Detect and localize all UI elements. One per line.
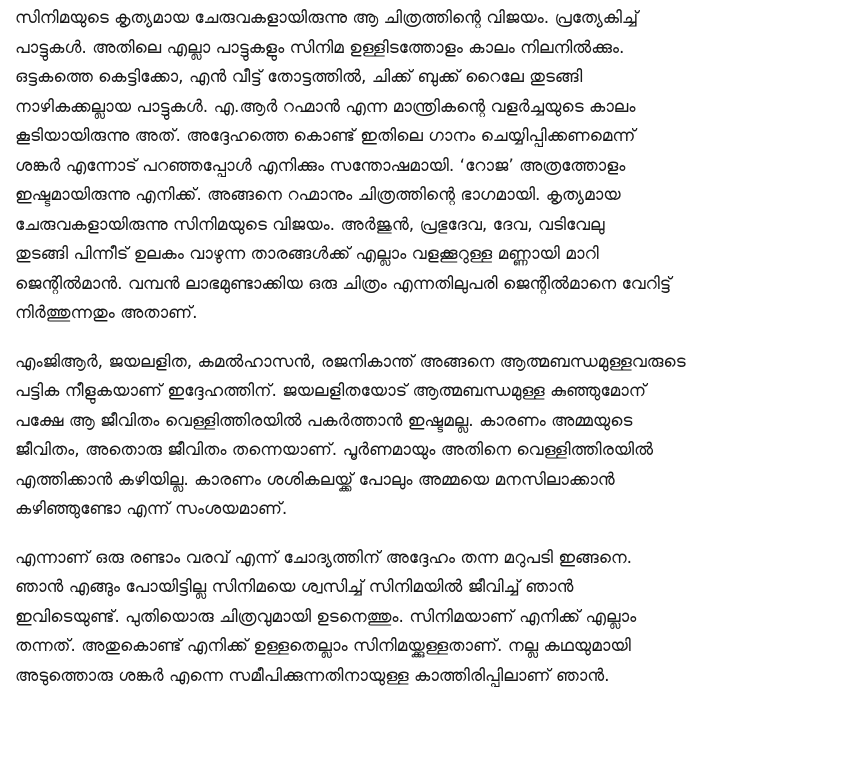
text-line: സിനിമയുടെ കൃത്യമായ ചേരുവകളായിരുന്നു ആ ചിത്രത്തിന്റെ വിജയം. പ്രത്യേകിച്ച് xyxy=(15,8,639,28)
paragraph-comeback xyxy=(15,544,830,692)
text-line: എന്നാണ് ഒരു രണ്ടാം വരവ് എന്ന് ചോദ്യത്തിന് അദ്ദേഹം തന്ന മറുപടി ഇങ്ങനെ. xyxy=(15,547,633,568)
text-line: പക്ഷേ ആ ജീവിതം വെള്ളിത്തിരയിൽ പകർത്താൻ ഇഷ്ടമല്ല. കാരണം അമ്മയുടെ xyxy=(15,410,633,431)
text-line: ശങ്കർ എന്നോട് പറഞ്ഞപ്പോൾ എനിക്കും സന്തോഷമായി. ‘റോജ’ അത്രത്തോളം xyxy=(15,155,626,176)
text-line: എത്തിക്കാൻ കഴിയില്ല. കാരണം ശശികലയ്ക്ക് പോലും അമ്മയെ മനസിലാക്കാൻ xyxy=(15,469,615,490)
text-line: കൂടിയായിരുന്നു അത്. അദ്ദേഹത്തെ കൊണ്ട് ഇതിലെ ഗാനം ചെയ്യിപ്പിക്കണമെന്ന് xyxy=(15,126,636,146)
text-line: നിർത്തുന്നതും അതാണ്. xyxy=(15,303,198,323)
text-line: പാട്ടുകൾ. അതിലെ എല്ലാ പാട്ടുകളും സിനിമ ഉള്ളിടത്തോളം കാലം നിലനിൽക്കും. xyxy=(15,37,625,58)
text-line: ജീവിതം, അതൊരു ജീവിതം തന്നെയാണ്. പൂർണമായും അതിനെ വെള്ളിത്തിരയിൽ xyxy=(15,440,654,460)
text-line: അടുത്തൊരു ശങ്കർ എന്നെ സമീപിക്കുന്നതിനായുള്ള കാത്തിരിപ്പിലാണ് ഞാൻ. xyxy=(15,665,610,686)
text-line: ഒട്ടകത്തെ കെട്ടിക്കോ, എൻ വീട്ട് തോട്ടത്തിൽ, ചിക്ക് ബുക്ക് റൈലേ തുടങ്ങി xyxy=(15,67,583,87)
text-line: എംജിആർ, ജയലളിത, കമൽഹാസൻ, രജനികാന്ത് അങ്ങനെ ആത്മബന്ധമുള്ളവരുടെ xyxy=(15,351,686,372)
text-line: തന്നത്. അതുകൊണ്ട് എനിക്ക് ഉള്ളതെല്ലാം സിനിമയ്ക്കുള്ളതാണ്. നല്ല കഥയുമായി xyxy=(15,636,631,656)
text-line: കഴിഞ്ഞുണ്ടോ എന്ന് സംശയമാണ്. xyxy=(15,499,288,519)
paragraph-gentleman-success xyxy=(15,4,830,329)
paragraph-relationships xyxy=(15,348,830,525)
text-line: നാഴികക്കല്ലായ പാട്ടുകൾ. എ.ആർ റഹ്മാൻ എന്ന മാന്ത്രികന്റെ വളർച്ചയുടെ കാലം xyxy=(15,96,636,117)
text-line: പട്ടിക നീളുകയാണ് ഇദ്ദേഹത്തിന്. ജയലളിതയോട് ആത്മബന്ധമുള്ള കുഞ്ഞുമോന് xyxy=(15,381,647,401)
text-line: ചേരുവകളായിരുന്നു സിനിമയുടെ വിജയം. അർജുൻ, പ്രഭുദേവ, ദേവ, വടിവേലു xyxy=(15,214,605,235)
text-line: തുടങ്ങി പിന്നീട് ഉലകം വാഴുന്ന താരങ്ങൾക്ക് എല്ലാം വളക്കൂറുള്ള മണ്ണായി മാറി xyxy=(15,244,599,264)
text-line: ഞാൻ എങ്ങും പോയിട്ടില്ല സിനിമയെ ശ്വസിച്ച് സിനിമയിൽ ജീവിച്ച് ഞാൻ xyxy=(15,577,574,597)
text-line: ഇവിടെയുണ്ട്. പുതിയൊരു ചിത്രവുമായി ഉടനെത്തും. സിനിമയാണ് എനിക്ക് എല്ലാം xyxy=(15,606,637,627)
text-line: ഇഷ്ടമായിരുന്നു എനിക്ക്. അങ്ങനെ റഹ്മാനും ചിത്രത്തിന്റെ ഭാഗമായി. കൃത്യമായ xyxy=(15,185,621,205)
text-line: ജെന്റിൽമാൻ. വമ്പൻ ലാഭമുണ്ടാക്കിയ ഒരു ചിത്രം എന്നതിലുപരി ജെന്റിൽമാനെ വേറിട്ട് xyxy=(15,273,672,294)
